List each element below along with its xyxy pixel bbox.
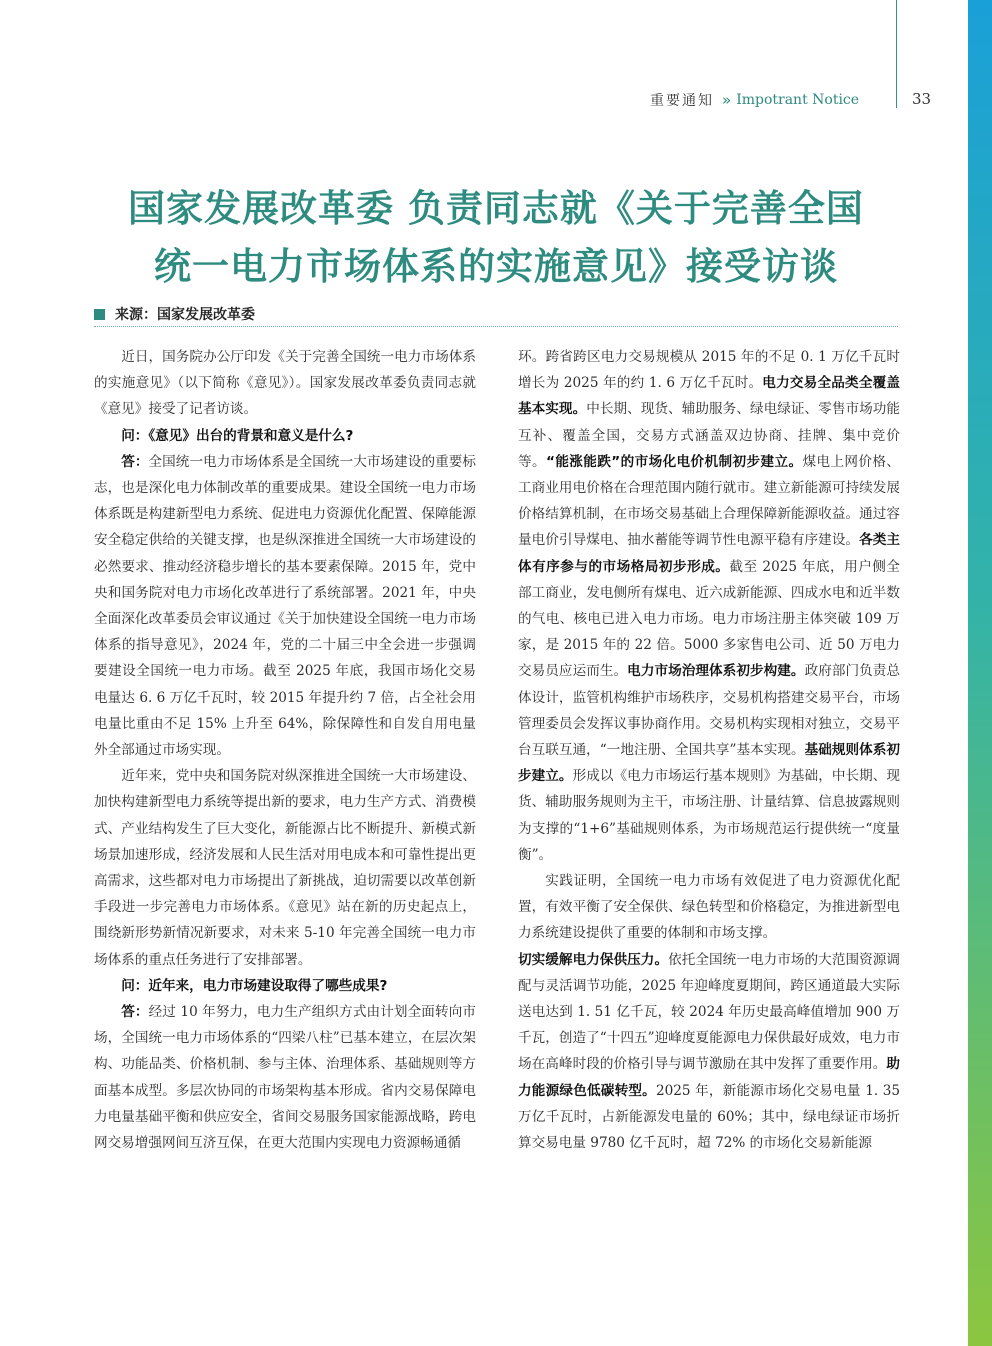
question-1: 问：《意见》出台的背景和意义是什么? (121, 427, 354, 444)
double-chevron-icon: » (722, 91, 732, 109)
source-line (94, 303, 255, 325)
paragraph-2: 近年来，党中央和国务院对纵深推进全国统一大市场建设、加快构建新型电力系统等提出新的要求，电力生产方式、消费模式、产业结构发生了巨大变化，新能源占比不断提升、新模式新场景加速形成，经济发展和人民生活对用电成本和可靠性提出更高需求，这些都对电力市场提出了新挑战，迫切需要以改革创新手段进一步完善电力市场体系。《意见》站在新的历史起点上，围绕新形势新情况新要求，对未来 5-10 年完善全国统一电力市场体系的重点任务进行了安排部署。 (94, 768, 476, 968)
title-line-1: 国家发展改革委 负责同志就《关于完善全国 (128, 187, 864, 230)
running-header (650, 88, 950, 112)
continued-paragraph: 环。跨省跨区电力交易规模从 2015 年的不足 0. 1 万亿千瓦时增长为 2025 年的约 1. 6 万亿千瓦时。电力交易全品类全覆盖基本实现。中长期、现货、辅助服务、绿电绿证、零售市场功能互补、覆盖全国，交易方式涵盖双边协商、挂牌、集中竞价等。“能涨能跌”的市场化电价机制初步建立。煤电上网价格、工商业用电价格在合理范围内随行就市。建立新能源可持续发展价格结算机制，在市场交易基础上合理保障新能源收益。通过容量电价引导煤电、抽水蓄能等调节性电源平稳有序建设。各类主体有序参与的市场格局初步形成。截至 2025 年底，用户侧全部工商业，发电侧所有煤电、近六成新能源、四成水电和近半数的气电、核电已进入电力市场。电力市场注册主体突破 109 万家，是 2015 年的 22 倍。5000 多家售电公司、近 50 万电力交易员应运而生。电力市场治理体系初步构建。政府部门负责总体设计，监管机构维护市场秩序，交易机构搭建交易平台，市场管理委员会发挥议事协商作用。交易机构实现相对独立，交易平台互联互通，“一地注册、全国共享”基本实现。基础规则体系初步建立。形成以《电力市场运行基本规则》为基础，中长期、现货、辅助服务规则为主干，市场注册、计量结算、信息披露规则为支撑的“1+6”基础规则体系，为市场规范运行提供统一“度量衡”。 (518, 349, 901, 863)
highlight-4: 电力市场治理体系初步构建。 (627, 663, 805, 680)
highlight-5: 基础规则体系初步建立。 (518, 742, 900, 785)
source-value: 国家发展改革委 (157, 307, 255, 323)
source-label: 来源： (115, 307, 157, 323)
highlight-3: 各类主体有序参与的市场格局初步形成。 (518, 532, 901, 575)
answer-2 (94, 999, 476, 1156)
title-line-2: 统一电力市场体系的实施意见》接受访谈 (154, 245, 838, 288)
highlight-2: “能涨能跌”的市场化电价机制初步建立。 (545, 453, 803, 470)
answer-2-text: 经过 10 年努力，电力生产组织方式由计划全面转向市场，全国统一电力市场体系的“四梁八柱”已基本建立，在层次架构、功能品类、价格机制、参与主体、治理体系、基础规则等方面基本成型。多层次协同的市场架构基本形成。省内交易保障电力电量基础平衡和供应安全，省间交易服务国家能源战略，跨电网交易增强网间互济互保，在更大范围内实现电力资源畅通循 (94, 1004, 476, 1152)
page-number: 33 (912, 90, 932, 108)
section-name-en: Impotrant Notice (736, 92, 860, 108)
answer-1-text: 全国统一电力市场体系是全国统一大市场建设的重要标志，也是深化电力体制改革的重要成果。建设全国统一电力市场体系既是构建新型电力系统、促进电力资源优化配置、保障能源安全稳定供给的关键支撑，也是纵深推进全国统一大市场建设的必然要求、推动经济稳步增长的基本要素保障。2015 年，党中央和国务院对电力市场化改革进行了系统部署。2021 年，中央全面深化改革委员会审议通过《关于加快建设全国统一电力市场体系的指导意见》，2024 年，党的二十届三中全会进一步强调要建设全国统一电力市场。截至 2025 年底，我国市场化交易电量达 6. 6 万亿千瓦时，较 2015 年提升约 7 倍，占全社会用电量比重由不足 15% 上升至 64%，除保障性和自发自用电量外全部通过市场实现。 (94, 453, 477, 759)
question-2: 问：近年来，电力市场建设取得了哪些成果? (121, 977, 388, 994)
square-bullet-icon (94, 309, 105, 320)
right-column (518, 344, 900, 1156)
answer-label: 答： (121, 453, 149, 470)
side-color-bar (968, 0, 992, 1346)
highlight-6: 切实缓解电力保供压力。 (518, 951, 669, 968)
answer-1 (94, 449, 476, 763)
article-title (60, 180, 932, 296)
left-column (94, 344, 476, 1156)
achievements-paragraph: 切实缓解电力保供压力。依托全国统一电力市场的大范围资源调配与灵活调节功能，2025 年迎峰度夏期间，跨区通道最大实际送电达到 1. 51 亿千瓦，较 2024 年历史最高峰值增加 900 万千瓦，创造了“十四五”迎峰度夏能源电力保供最好成效，电力市场在高峰时段的价格引导与调节激励在其中发挥了重要作用。助力能源绿色低碳转型。2025 年，新能源市场化交易电量 1. 35 万亿千瓦时，占新能源发电量的 60%；其中，绿电绿证市场折算交易电量 9780 亿千瓦时，超 72% 的市场化交易新能源 (518, 951, 901, 1152)
dotted-divider (94, 326, 898, 327)
highlight-7: 助力能源绿色低碳转型。 (518, 1056, 900, 1099)
conclusion-paragraph: 实践证明，全国统一电力市场有效促进了电力资源优化配置，有效平衡了安全保供、绿色转型和价格稳定，为推进新型电力系统建设提供了重要的体制和市场支撑。 (518, 873, 900, 942)
highlight-1: 电力交易全品类全覆盖基本实现。 (518, 375, 901, 418)
intro-paragraph: 近日，国务院办公厅印发《关于完善全国统一电力市场体系的实施意见》（以下简称《意见》）。国家发展改革委负责同志就《意见》接受了记者访谈。 (94, 349, 476, 418)
section-name: 重要通知 (650, 93, 714, 109)
answer-label: 答： (121, 1004, 149, 1021)
